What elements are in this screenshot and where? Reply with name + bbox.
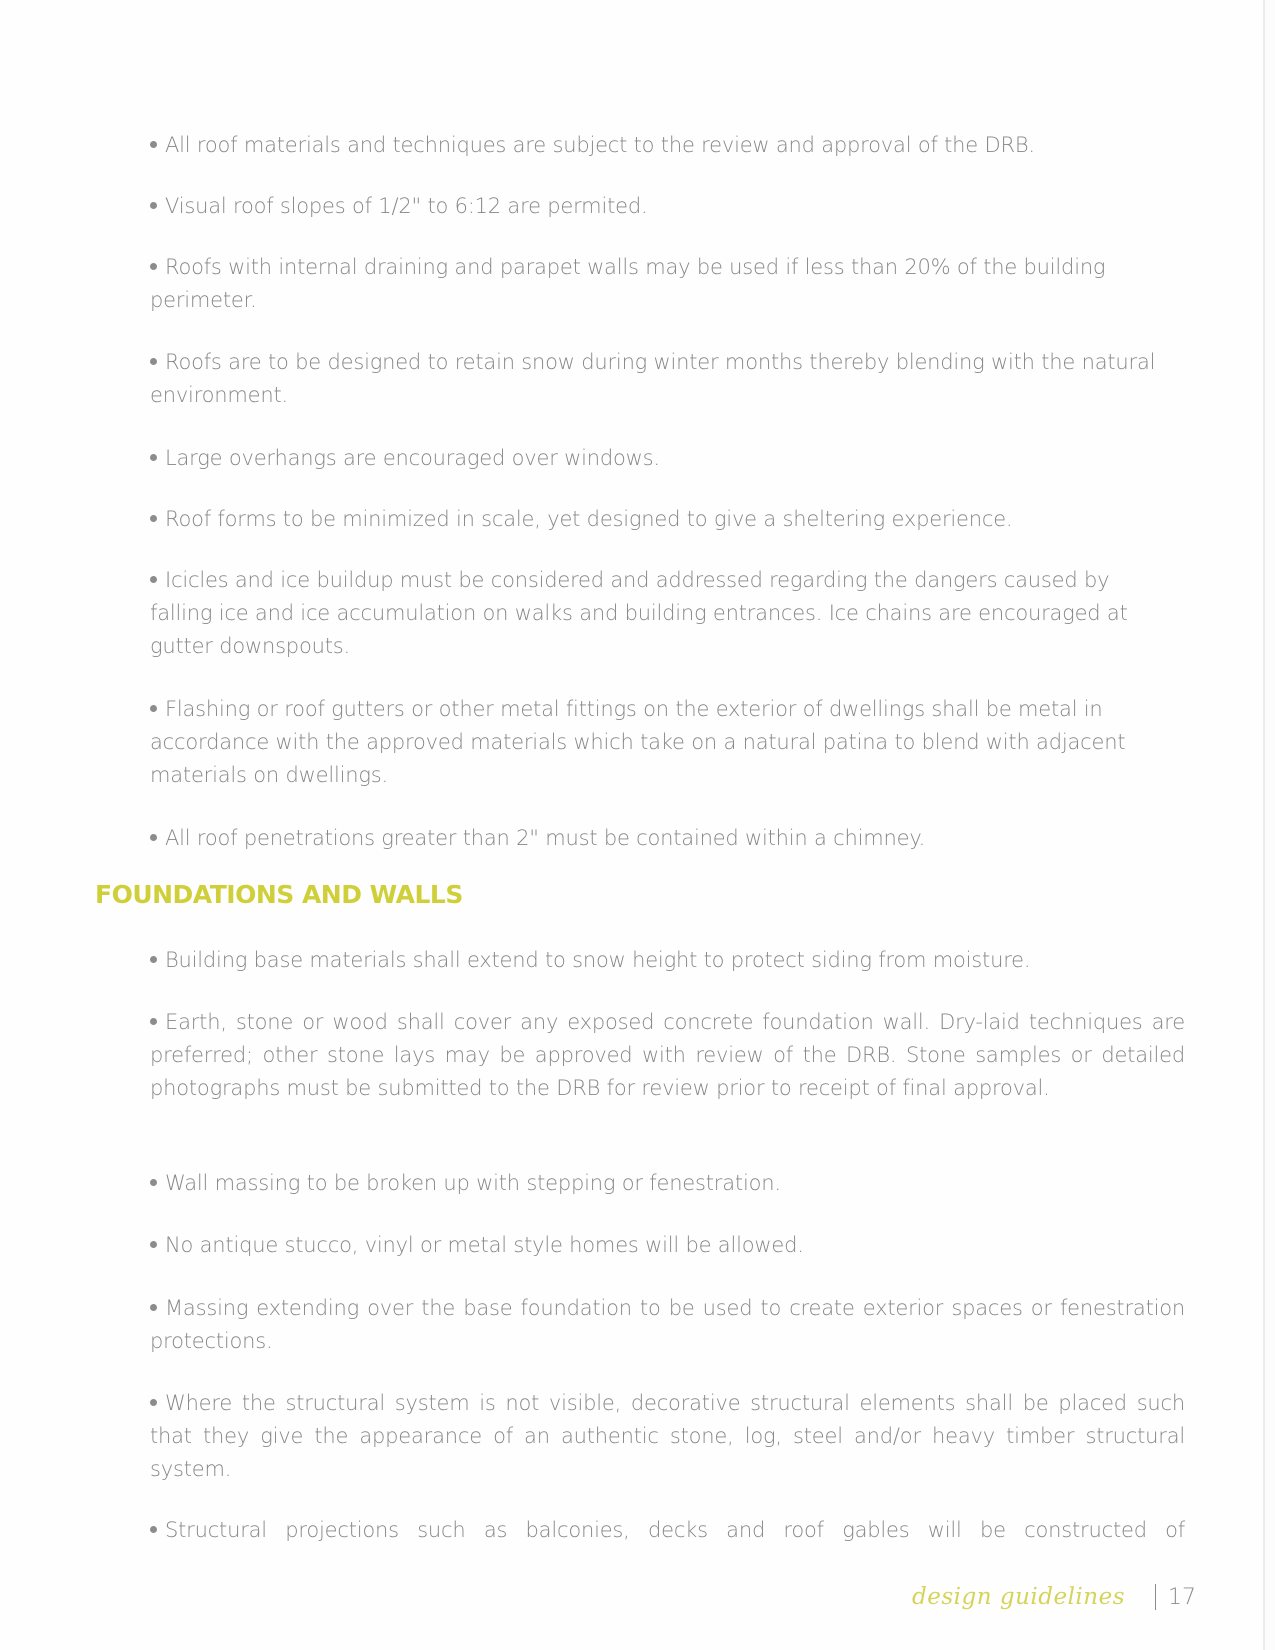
foundation-bullet-5 [150,1292,1185,1358]
bullet-text: Roofs with internal draining and parapet walls may be used if less than 20% of the building perimeter. [150,255,1106,312]
foundation-bullet-1 [150,944,1185,977]
bullet-icon [150,1018,157,1025]
foundation-bullet-7 [150,1514,1185,1547]
bullet-icon [150,454,157,461]
bullet-icon [150,705,157,712]
page-footer [912,1577,1196,1617]
bullet-text: Structural projections such as balconies, decks and roof gables will be constructed of [165,1518,1185,1542]
roof-bullet-4 [150,346,1185,412]
roof-bullet-3 [150,251,1110,317]
roof-bullet-8 [150,693,1185,792]
roof-bullet-7 [150,564,1150,663]
bullet-text: Building base materials shall extend to snow height to protect siding from moisture. [165,948,1031,972]
bullet-text: Roofs are to be designed to retain snow during winter months thereby blending with the natural environment. [150,350,1156,407]
section-heading-foundations: FOUNDATIONS AND WALLS [95,880,463,909]
footer-divider [1155,1584,1156,1610]
roof-bullet-5 [150,442,1185,475]
bullet-icon [150,1526,157,1533]
bullet-text: Roof forms to be minimized in scale, yet designed to give a sheltering experience. [165,507,1013,531]
bullet-icon [150,515,157,522]
footer-title: design guidelines [912,1584,1126,1610]
bullet-text: Visual roof slopes of 1/2" to 6:12 are permited. [165,194,648,218]
bullet-text: Massing extending over the base foundation to be used to create exterior spaces or fenestration protections. [150,1296,1185,1353]
bullet-icon [150,263,157,270]
bullet-icon [150,1399,157,1406]
bullet-text: All roof materials and techniques are subject to the review and approval of the DRB. [165,133,1035,157]
bullet-text: Large overhangs are encouraged over windows. [165,446,660,470]
roof-bullet-6 [150,503,1185,536]
bullet-icon [150,956,157,963]
bullet-text: Icicles and ice buildup must be considered and addressed regarding the dangers caused by falling ice and ice accumulation on walks and building entrances. Ice chains are encouraged at gutter downspouts. [150,568,1128,658]
bullet-icon [150,1304,157,1311]
foundation-bullet-3 [150,1167,1185,1200]
page-margin [1265,0,1275,1650]
bullet-icon [150,1241,157,1248]
bullet-text: No antique stucco, vinyl or metal style homes will be allowed. [165,1233,804,1257]
bullet-icon [150,576,157,583]
bullet-icon [150,202,157,209]
roof-bullet-9 [150,822,1185,855]
page-number: 17 [1168,1584,1197,1610]
bullet-text: Flashing or roof gutters or other metal fittings on the exterior of dwellings shall be metal in accordance with the approved materials which take on a natural patina to blend with adjacent materials on dwellings. [150,697,1126,787]
bullet-text: Wall massing to be broken up with stepping or fenestration. [165,1171,781,1195]
foundation-bullet-2 [150,1006,1185,1105]
foundation-bullet-4 [150,1229,1185,1262]
bullet-text: Earth, stone or wood shall cover any exposed concrete foundation wall. Dry-laid techniques are preferred; other stone lays may be approved with review of the DRB. Stone samples or detailed photographs must be submitted to the DRB for review prior to receipt of final approval. [150,1010,1185,1100]
foundation-bullet-6 [150,1387,1185,1486]
bullet-icon [150,358,157,365]
bullet-text: Where the structural system is not visible, decorative structural elements shall be placed such that they give the appearance of an authentic stone, log, steel and/or heavy timber structural system. [150,1391,1185,1481]
bullet-icon [150,1179,157,1186]
roof-bullet-1 [150,129,1185,162]
bullet-icon [150,141,157,148]
roof-bullet-2 [150,190,1185,223]
bullet-text: All roof penetrations greater than 2" must be contained within a chimney. [165,826,926,850]
bullet-icon [150,834,157,841]
